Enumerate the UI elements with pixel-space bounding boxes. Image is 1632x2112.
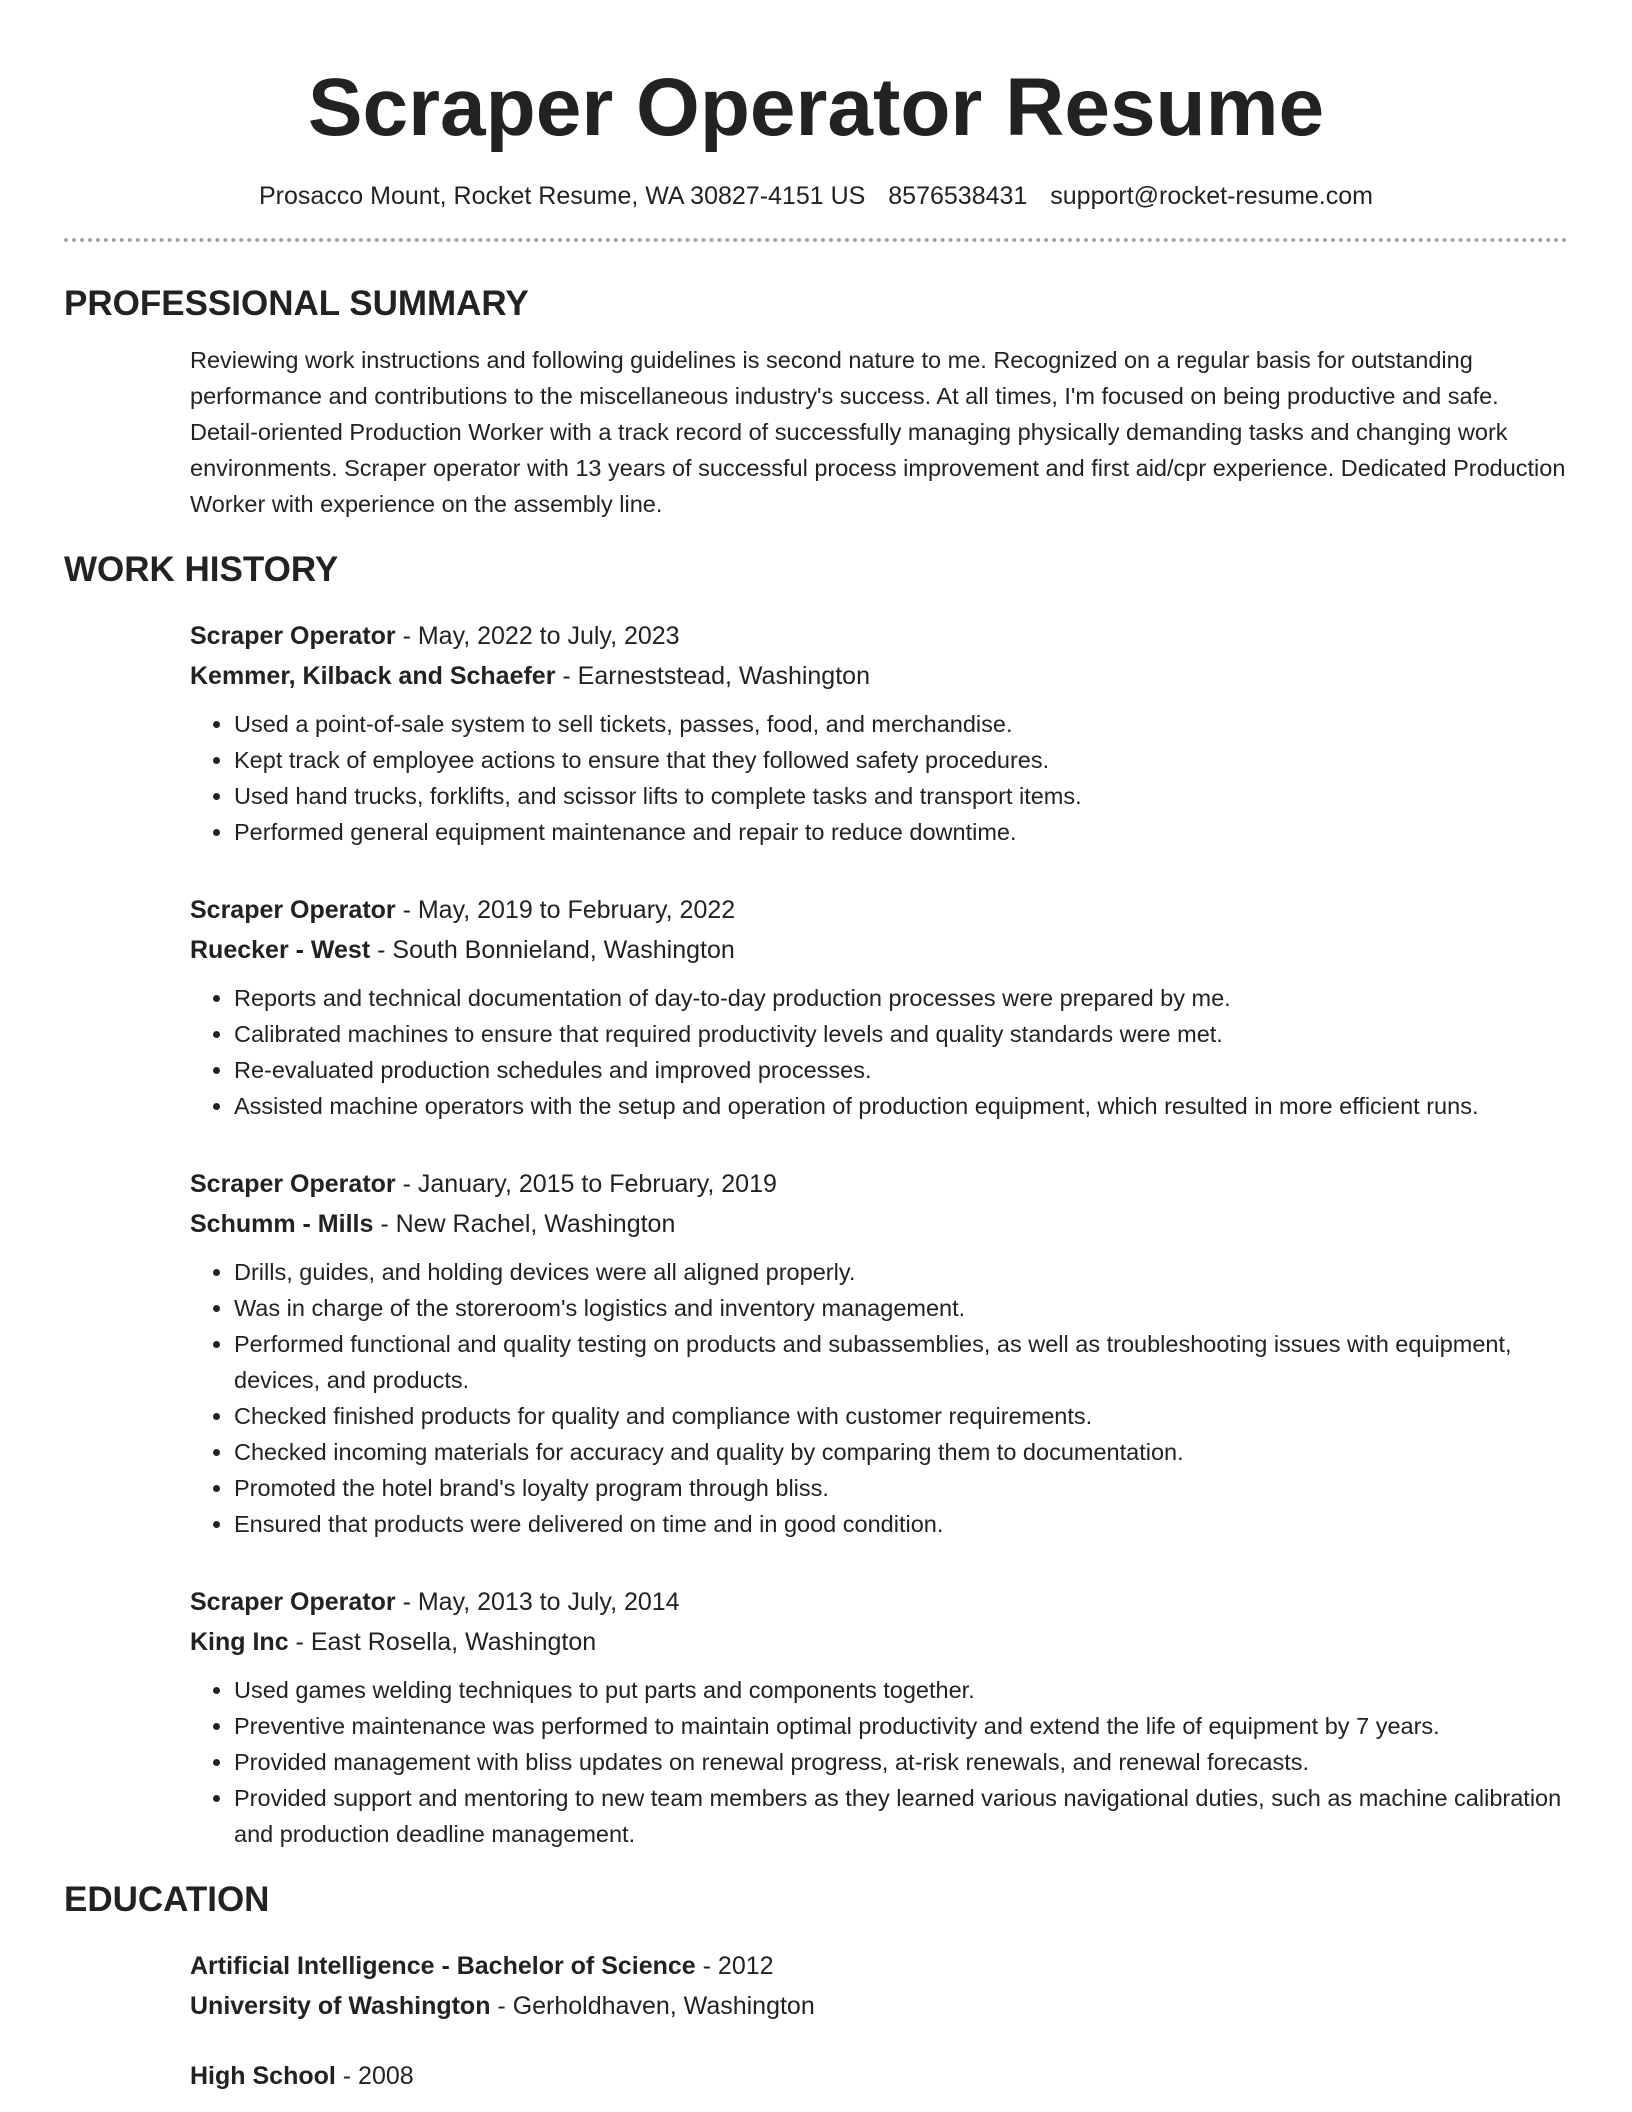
job-company-line — [190, 1622, 1568, 1662]
job-entry — [190, 1164, 1568, 1542]
job-bullet: • Was in charge of the storeroom's logistics and inventory management. — [234, 1290, 1568, 1326]
job-company: Schumm - Mills — [190, 1210, 374, 1238]
job-bullet: • Checked finished products for quality and compliance with customer requirements. — [234, 1398, 1568, 1434]
job-bullet: • Preventive maintenance was performed to maintain optimal productivity and extend the life of equipment by 7 years. — [234, 1708, 1568, 1744]
job-bullet: • Used games welding techniques to put parts and components together. — [234, 1672, 1568, 1708]
job-bullet: • Used a point-of-sale system to sell tickets, passes, food, and merchandise. — [234, 706, 1568, 742]
job-bullet: • Checked incoming materials for accuracy and quality by comparing them to documentation. — [234, 1434, 1568, 1470]
job-dates: - May, 2013 to July, 2014 — [395, 1588, 680, 1616]
job-dates: - May, 2019 to February, 2022 — [395, 896, 736, 924]
job-dates: - January, 2015 to February, 2019 — [395, 1170, 777, 1198]
contact-address: Prosacco Mount, Rocket Resume, WA 30827-4151 US — [259, 182, 866, 210]
job-company-line — [190, 930, 1568, 970]
summary-heading: PROFESSIONAL SUMMARY — [64, 284, 529, 323]
work-history-heading: WORK HISTORY — [64, 550, 339, 589]
education-entry — [190, 1946, 1568, 2026]
job-title: Scraper Operator — [190, 896, 396, 924]
job-title-line — [190, 616, 1568, 656]
job-bullet: • Promoted the hotel brand's loyalty program through bliss. — [234, 1470, 1568, 1506]
education-entry — [190, 2056, 1568, 2096]
school-location: - Gerholdhaven, Washington — [490, 1992, 815, 2020]
job-bullet: • Ensured that products were delivered on time and in good condition. — [234, 1506, 1568, 1542]
job-entry — [190, 890, 1568, 1124]
job-entry — [190, 1582, 1568, 1852]
job-bullet: • Drills, guides, and holding devices were all aligned properly. — [234, 1254, 1568, 1290]
job-company: Kemmer, Kilback and Schaefer — [190, 662, 556, 690]
job-company: Ruecker - West — [190, 936, 371, 964]
school-line — [190, 1986, 1568, 2026]
degree-year: - 2008 — [335, 2062, 414, 2090]
job-bullet: • Performed functional and quality testing on products and subassemblies, as well as troubleshooting issues with equipment, devices, and products. — [234, 1326, 1568, 1398]
job-bullet: • Performed general equipment maintenance and repair to reduce downtime. — [234, 814, 1568, 850]
job-bullet: • Re-evaluated production schedules and improved processes. — [234, 1052, 1568, 1088]
job-title: Scraper Operator — [190, 622, 396, 650]
job-bullet: • Reports and technical documentation of day-to-day production processes were prepared by me. — [234, 980, 1568, 1016]
degree-line — [190, 2056, 1568, 2096]
job-title-line — [190, 1164, 1568, 1204]
job-location: - South Bonnieland, Washington — [370, 936, 735, 964]
header-divider — [64, 238, 1568, 242]
job-title: Scraper Operator — [190, 1170, 396, 1198]
job-bullet: • Kept track of employee actions to ensure that they followed safety procedures. — [234, 742, 1568, 778]
summary-section — [64, 282, 1568, 522]
job-bullets — [190, 1672, 1568, 1852]
contact-phone: 8576538431 — [888, 182, 1028, 210]
job-location: - Earneststead, Washington — [555, 662, 870, 690]
job-company: King Inc — [190, 1628, 289, 1656]
degree: Artificial Intelligence - Bachelor of Science — [190, 1952, 696, 1980]
job-bullet: • Assisted machine operators with the setup and operation of production equipment, which resulted in more efficient runs. — [234, 1088, 1568, 1124]
job-bullet: • Provided support and mentoring to new team members as they learned various navigational duties, such as machine calibration and production deadline management. — [234, 1780, 1568, 1852]
job-bullets — [190, 706, 1568, 850]
school: University of Washington — [190, 1992, 491, 2020]
job-bullets — [190, 980, 1568, 1124]
job-location: - New Rachel, Washington — [373, 1210, 676, 1238]
resume-title: Scraper Operator Resume — [307, 62, 1325, 153]
job-company-line — [190, 656, 1568, 696]
degree: High School — [190, 2062, 336, 2090]
work-history-section — [64, 548, 1568, 1852]
degree-line — [190, 1946, 1568, 1986]
job-dates: - May, 2022 to July, 2023 — [395, 622, 680, 650]
job-entry — [190, 616, 1568, 850]
summary-text: Reviewing work instructions and following guidelines is second nature to me. Recognized on a regular basis for outstanding performance and contributions to the miscellaneous industry's success. At all times, I'm focused on being productive and safe. Detail-oriented Production Worker with a track record of successfully managing physically demanding tasks and changing work environments. Scraper operator with 13 years of successful process improvement and first aid/cpr experience. Dedicated Production Worker with experience on the assembly line. — [190, 347, 1566, 517]
education-heading: EDUCATION — [64, 1880, 270, 1919]
job-bullet: • Provided management with bliss updates on renewal progress, at-risk renewals, and renewal forecasts. — [234, 1744, 1568, 1780]
job-bullet: • Calibrated machines to ensure that required productivity levels and quality standards were met. — [234, 1016, 1568, 1052]
job-bullets — [190, 1254, 1568, 1542]
contact-email: support@rocket-resume.com — [1050, 182, 1373, 210]
contact-line — [64, 180, 1568, 212]
job-bullet: • Used hand trucks, forklifts, and scissor lifts to complete tasks and transport items. — [234, 778, 1568, 814]
education-section — [64, 1878, 1568, 2096]
job-title-line — [190, 1582, 1568, 1622]
job-title: Scraper Operator — [190, 1588, 396, 1616]
degree-year: - 2012 — [695, 1952, 774, 1980]
job-company-line — [190, 1204, 1568, 1244]
job-location: - East Rosella, Washington — [288, 1628, 597, 1656]
job-title-line — [190, 890, 1568, 930]
